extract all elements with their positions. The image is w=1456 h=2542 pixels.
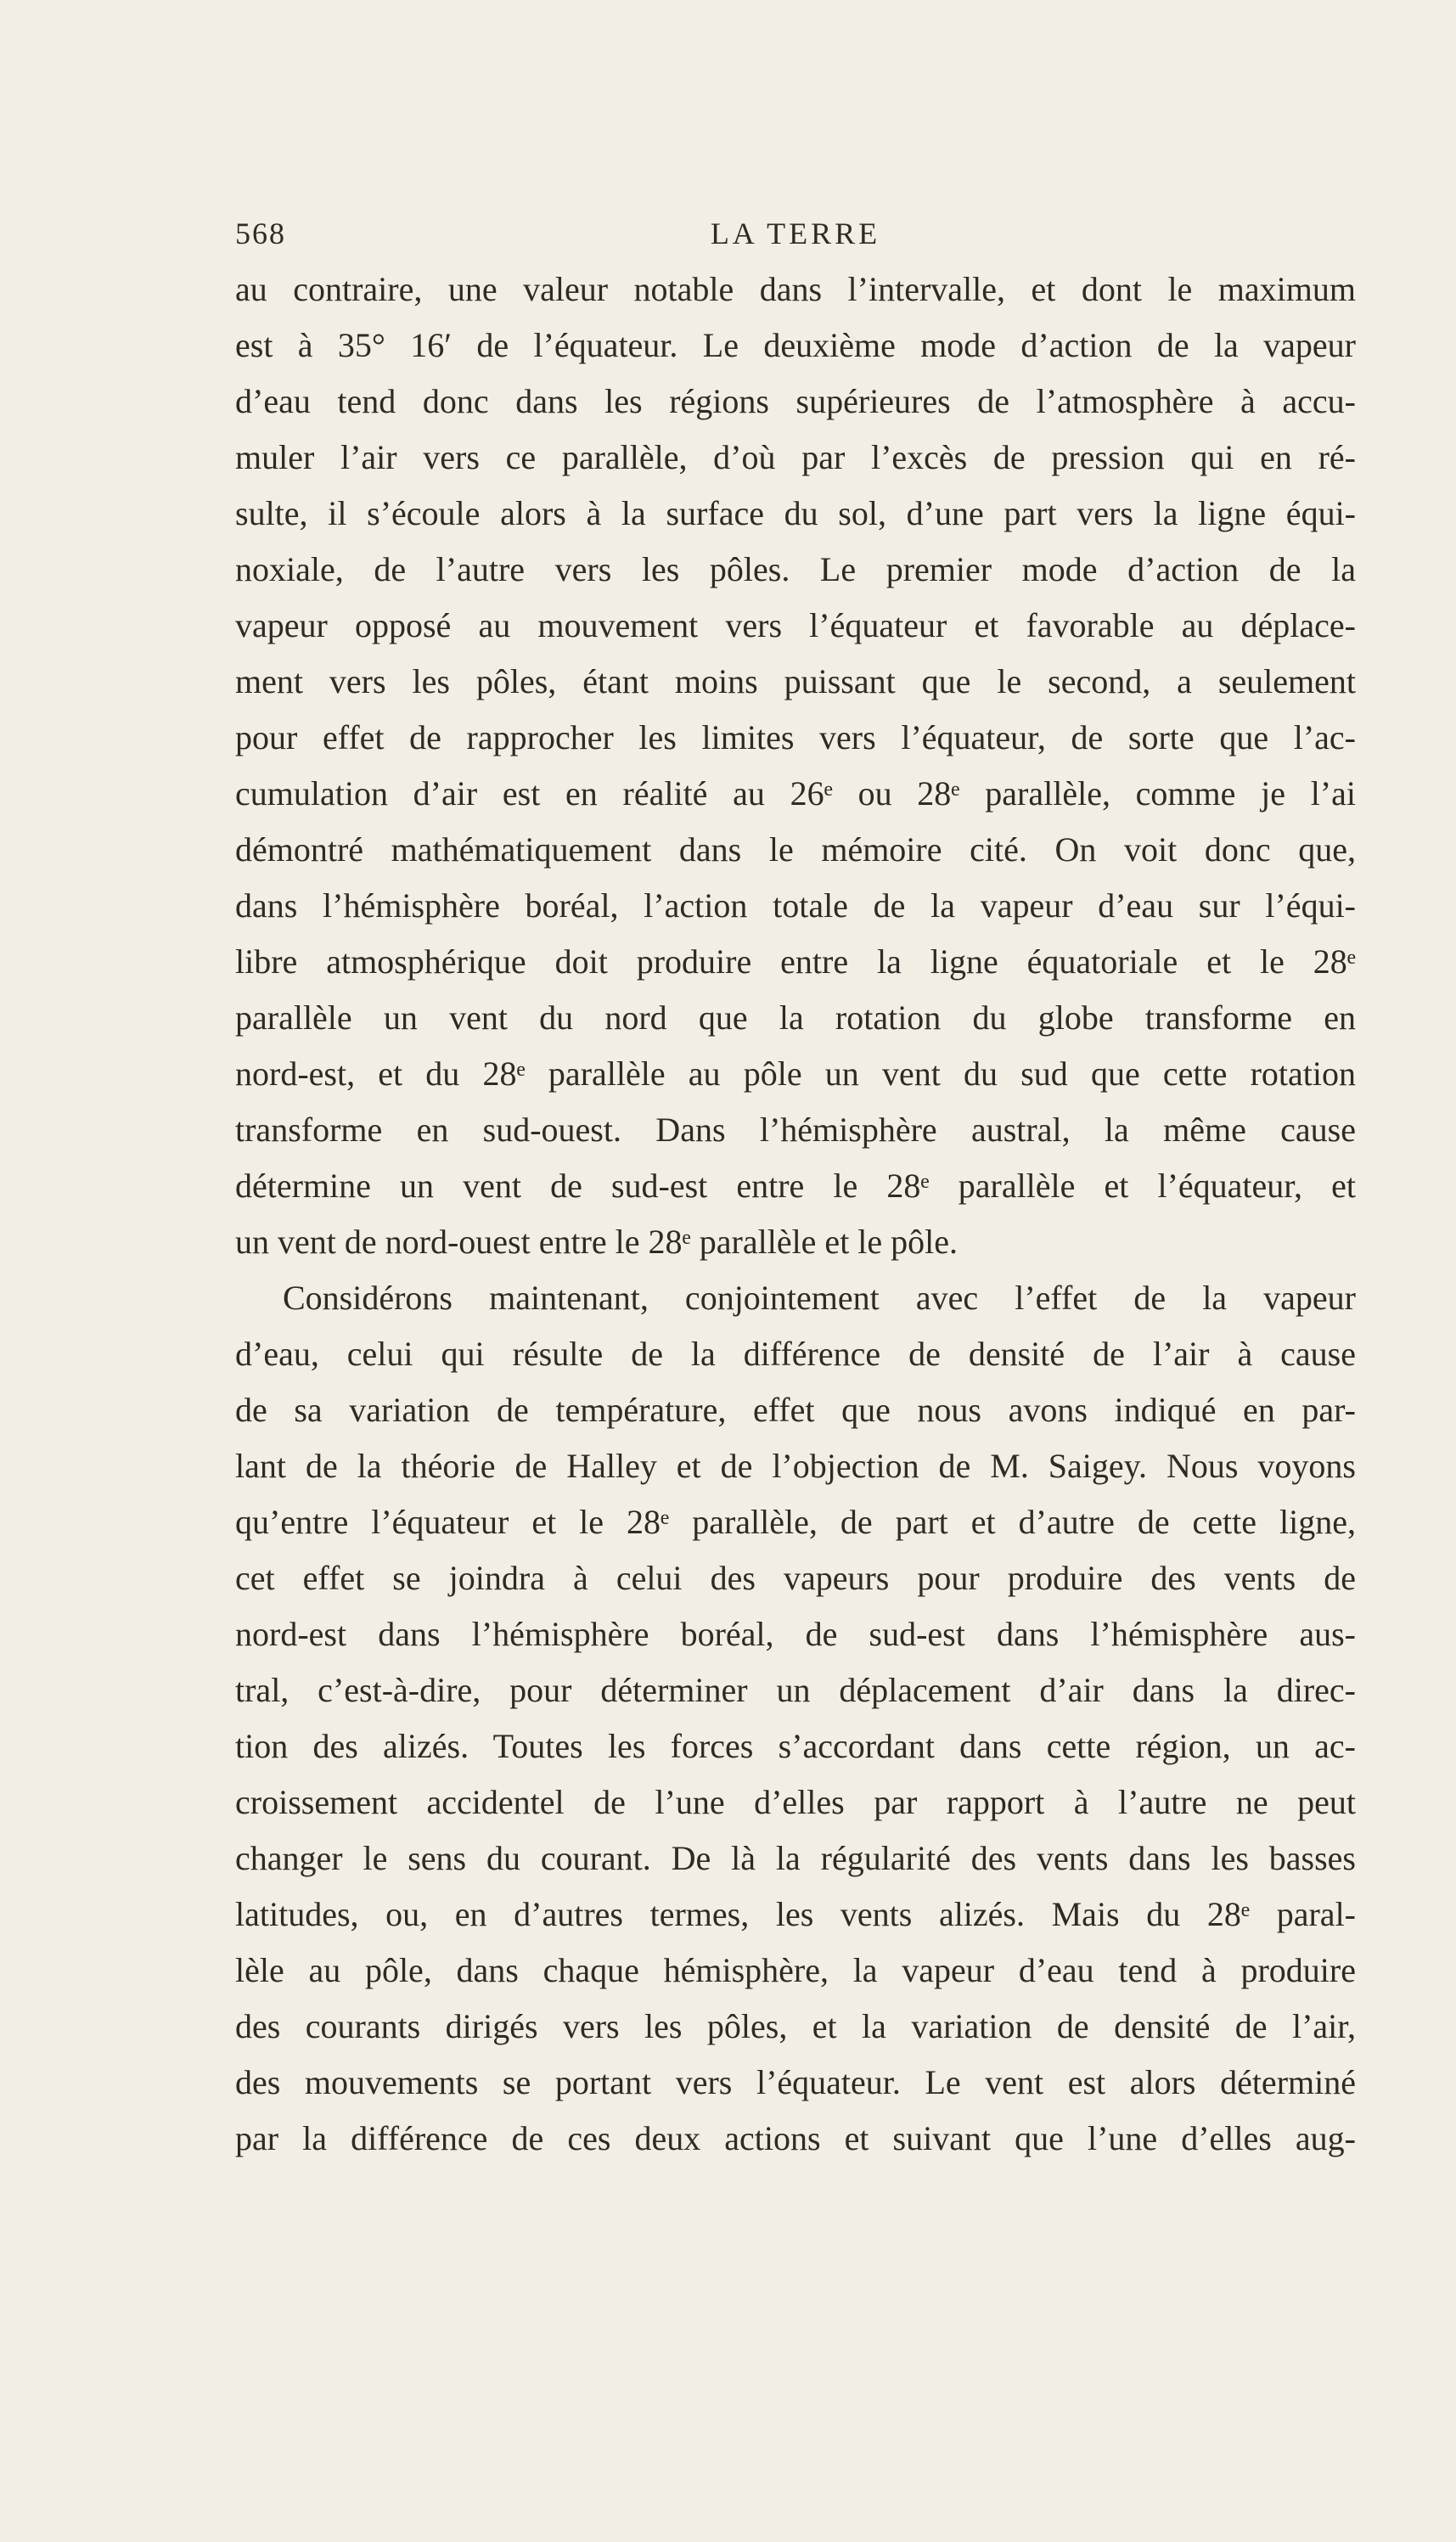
text-line: noxiale, de l’autre vers les pôles. Le premier mode d’action de la [235, 550, 1356, 588]
text-line: des mouvements se portant vers l’équateur. Le vent est alors déterminé [235, 2063, 1356, 2101]
text-line: cumulation d’air est en réalité au 26ᵉ ou 28ᵉ parallèle, comme je l’ai [235, 774, 1356, 813]
text-line: croissement accidentel de l’une d’elles par rapport à l’autre ne peut [235, 1783, 1356, 1821]
text-line: latitudes, ou, en d’autres termes, les vents alizés. Mais du 28ᵉ paral- [235, 1895, 1356, 1933]
paragraph-start-line: Considérons maintenant, conjointement avec l’effet de la vapeur [283, 1279, 1356, 1317]
text-line: ment vers les pôles, étant moins puissant que le second, a seulement [235, 662, 1356, 700]
text-line: transforme en sud-ouest. Dans l’hémisphère austral, la même cause [235, 1111, 1356, 1149]
text-line: libre atmosphérique doit produire entre la ligne équatoriale et le 28ᵉ [235, 942, 1356, 981]
text-line: de sa variation de température, effet que nous avons indiqué en par- [235, 1391, 1356, 1429]
text-line: sulte, il s’écoule alors à la surface du sol, d’une part vers la ligne équi- [235, 494, 1356, 532]
text-line: cet effet se joindra à celui des vapeurs pour produire des vents de [235, 1559, 1356, 1597]
text-line: au contraire, une valeur notable dans l’intervalle, et dont le maximum [235, 270, 1356, 308]
page-header [235, 216, 1356, 258]
text-line: par la différence de ces deux actions et suivant que l’une d’elles aug- [235, 2119, 1356, 2157]
text-line: nord-est dans l’hémisphère boréal, de sud-est dans l’hémisphère aus- [235, 1615, 1356, 1653]
text-line: d’eau tend donc dans les régions supérieures de l’atmosphère à accu- [235, 382, 1356, 420]
body-text [235, 262, 1356, 2167]
text-line: nord-est, et du 28ᵉ parallèle au pôle un vent du sud que cette rotation [235, 1054, 1356, 1093]
page-number: 568 [235, 217, 286, 250]
paragraph-end-line: un vent de nord-ouest entre le 28ᵉ parallèle et le pôle. [235, 1223, 958, 1261]
text-line: dans l’hémisphère boréal, l’action totale de la vapeur d’eau sur l’équi- [235, 886, 1356, 925]
running-title: LA TERRE [710, 217, 881, 250]
text-line: lant de la théorie de Halley et de l’objection de M. Saigey. Nous voyons [235, 1447, 1356, 1485]
text-line: pour effet de rapprocher les limites vers l’équateur, de sorte que l’ac- [235, 718, 1356, 756]
text-line: muler l’air vers ce parallèle, d’où par l’excès de pression qui en ré- [235, 438, 1356, 476]
text-line: démontré mathématiquement dans le mémoire cité. On voit donc que, [235, 830, 1356, 869]
text-line: détermine un vent de sud-est entre le 28ᵉ parallèle et l’équateur, et [235, 1167, 1356, 1205]
text-line: lèle au pôle, dans chaque hémisphère, la vapeur d’eau tend à produire [235, 1951, 1356, 1989]
text-line: tion des alizés. Toutes les forces s’accordant dans cette région, un ac- [235, 1727, 1356, 1765]
text-line: des courants dirigés vers les pôles, et la variation de densité de l’air, [235, 2007, 1356, 2045]
text-line: parallèle un vent du nord que la rotation du globe transforme en [235, 998, 1356, 1037]
text-line: est à 35° 16′ de l’équateur. Le deuxième mode d’action de la vapeur [235, 326, 1356, 364]
text-line: tral, c’est-à-dire, pour déterminer un déplacement d’air dans la direc- [235, 1671, 1356, 1709]
text-line: vapeur opposé au mouvement vers l’équateur et favorable au déplace- [235, 606, 1356, 644]
text-line: d’eau, celui qui résulte de la différence de densité de l’air à cause [235, 1335, 1356, 1373]
text-line: changer le sens du courant. De là la régularité des vents dans les basses [235, 1839, 1356, 1877]
text-line: qu’entre l’équateur et le 28ᵉ parallèle, de part et d’autre de cette ligne, [235, 1503, 1356, 1541]
